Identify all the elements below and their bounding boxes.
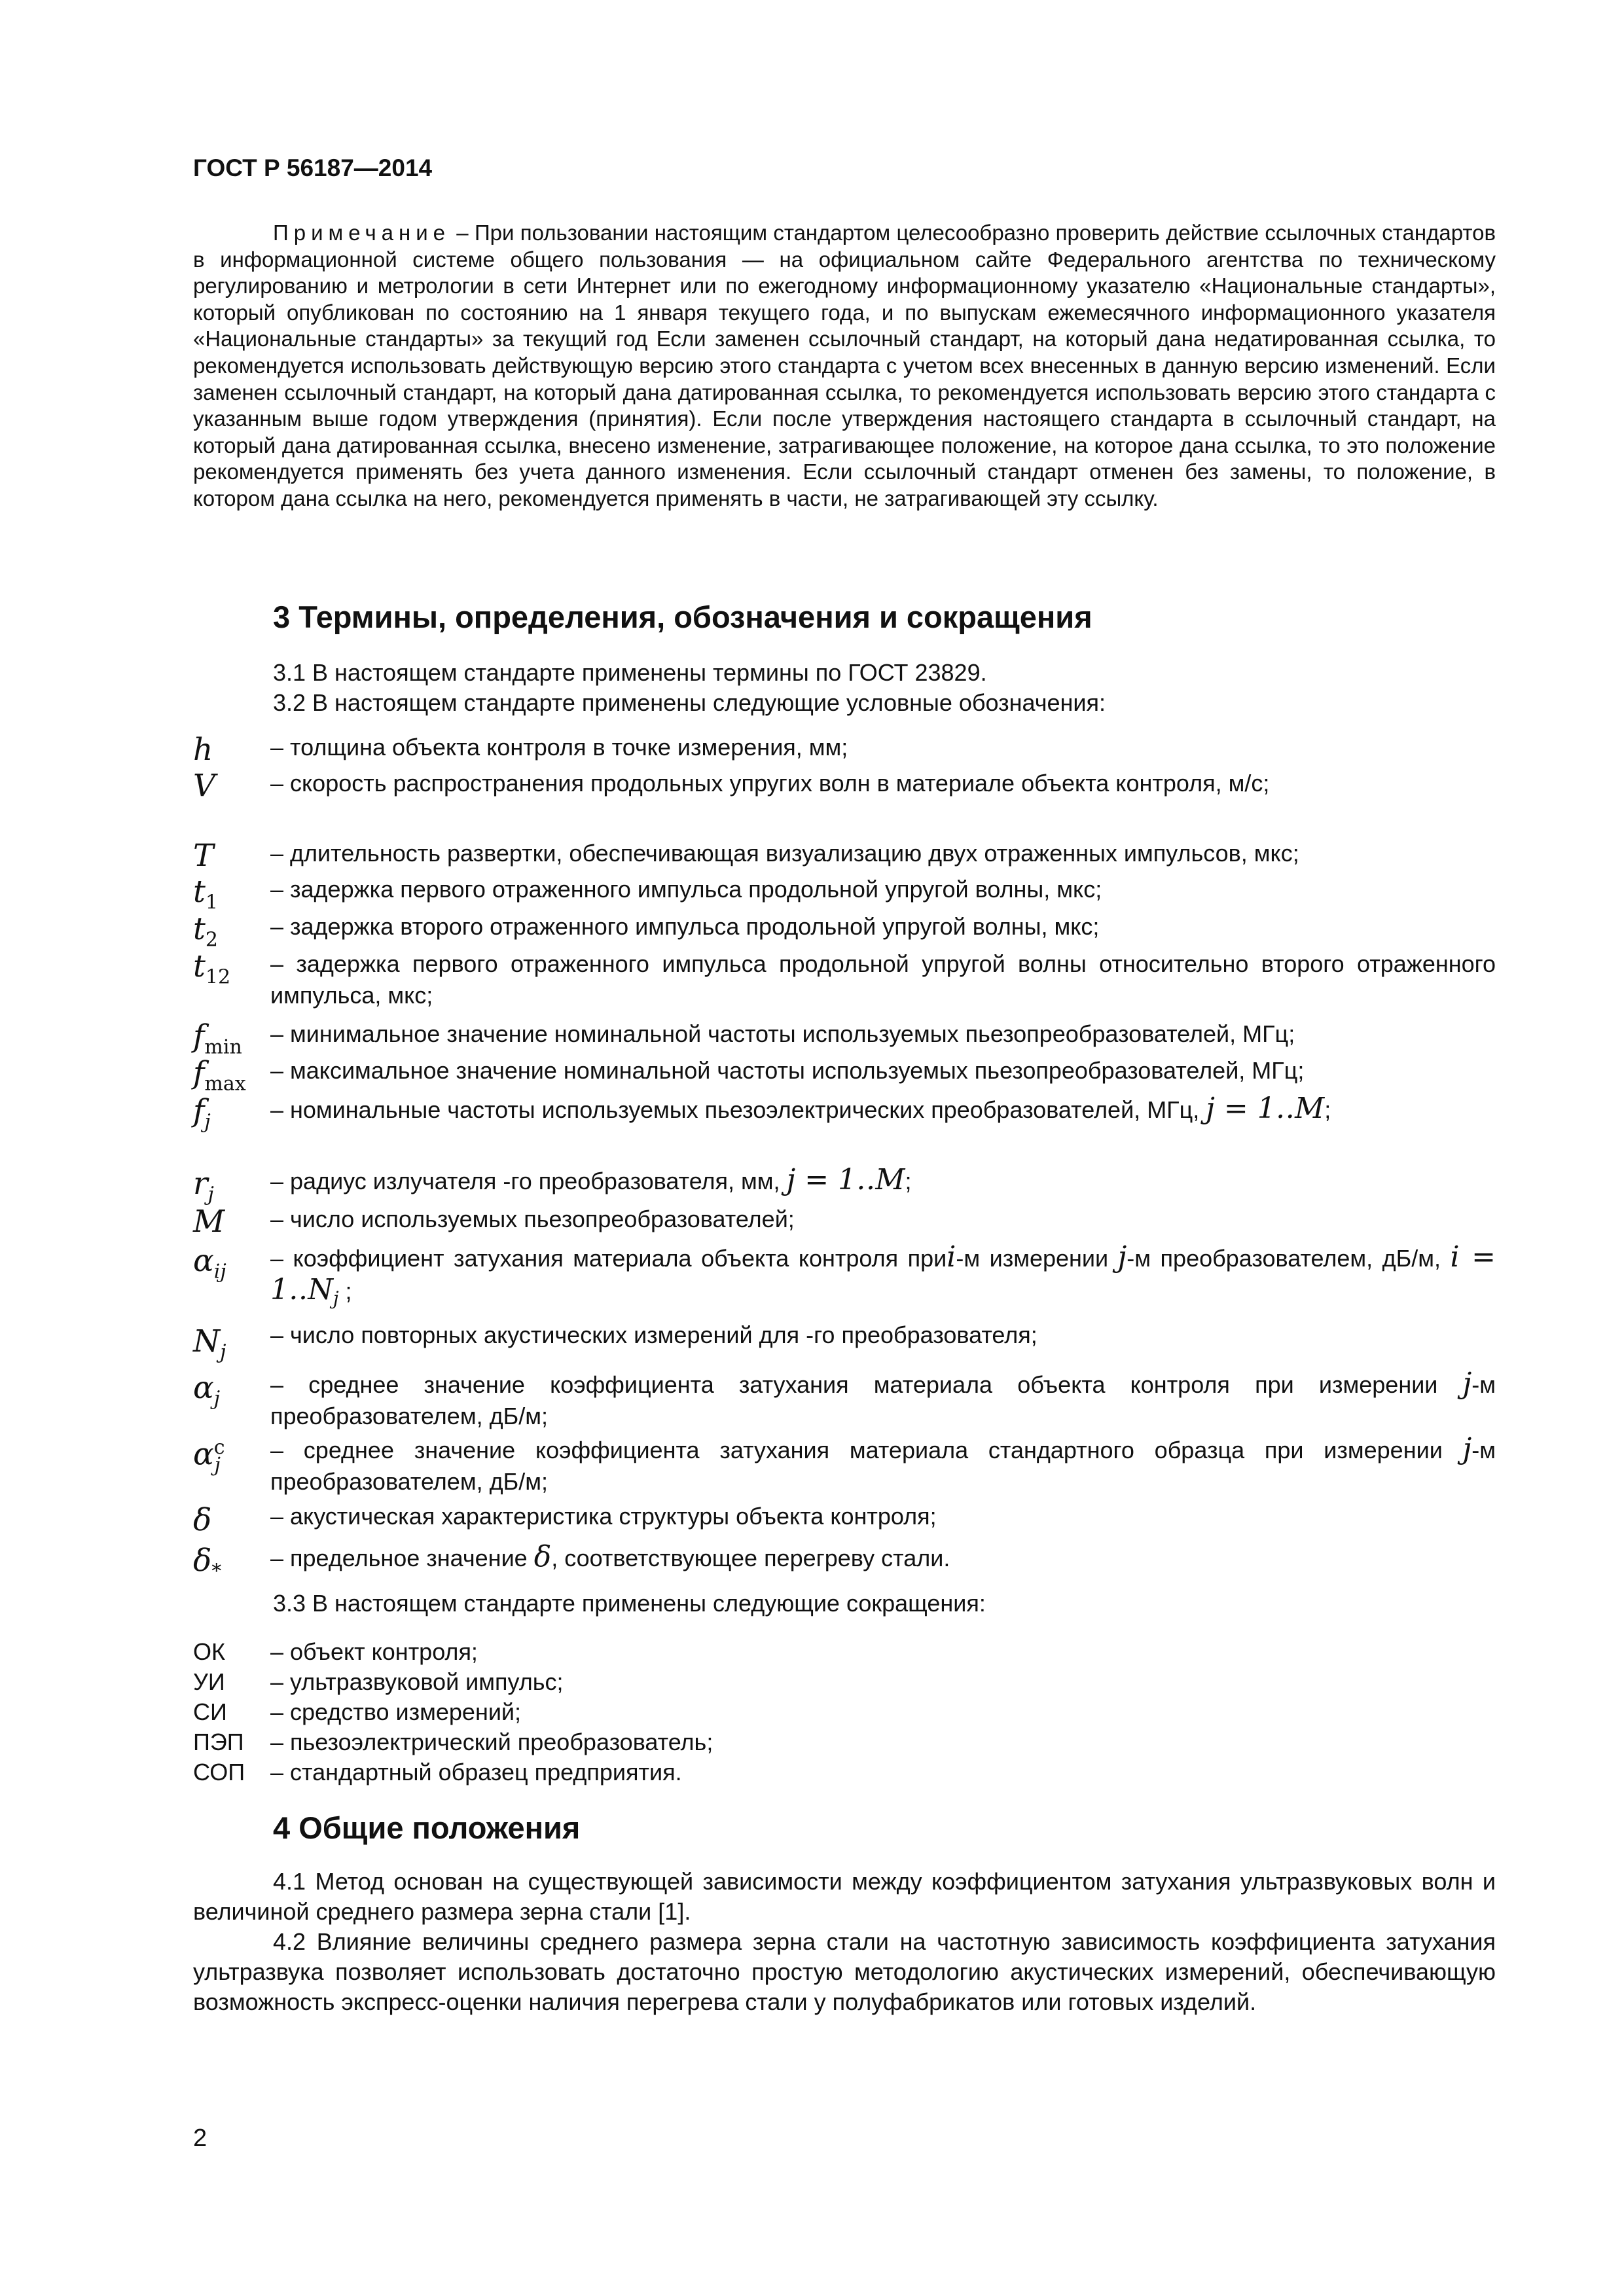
- symbol-t2: $t_2$: [193, 911, 218, 952]
- symbol-def-delta-star: – предельное значение δ, соответствующее перегреву стали.: [270, 1540, 950, 1573]
- symbol-t-cap: T: [193, 838, 214, 874]
- math-j-range: j = 1‥M: [786, 1163, 905, 1196]
- abbr-def-pep: – пьезоэлектрический преобразователь;: [270, 1729, 713, 1755]
- symbol-t1: $t_1$: [193, 874, 218, 914]
- symbol-def-t2: – задержка второго отраженного импульса продольной упругой волны, мкс;: [270, 913, 1100, 940]
- abbr-ui: УИ: [193, 1668, 225, 1695]
- symbol-nj: $N_j$: [193, 1323, 226, 1364]
- symbol-def-delta: – акустическая характеристика структуры объекта контроля;: [270, 1503, 937, 1530]
- abbr-def-sop: – стандартный образец предприятия.: [270, 1759, 682, 1785]
- symbol-rj: $r_j$: [193, 1166, 214, 1206]
- abbr-ok: ОК: [193, 1638, 225, 1665]
- symbol-v: V: [193, 768, 215, 804]
- symbol-delta: δ: [193, 1502, 212, 1538]
- symbol-alpha-j-c: $\alpha^c_j$: [193, 1436, 225, 1477]
- abbr-si: СИ: [193, 1698, 227, 1725]
- clause-3-3: 3.3 В настоящем стандарте применены следующие сокращения:: [273, 1590, 986, 1617]
- symbol-def-alpha-ij: – коэффициент затухания материала объекта контроля приi-м измерении j-м преобразователем, дБ/м, $i = 1‥N_j$ ;: [270, 1240, 1496, 1310]
- note-label: Примечание: [273, 221, 451, 245]
- math-i-range: i = 1‥N: [270, 1240, 1496, 1306]
- section-3-heading: 3 Термины, определения, обозначения и сокращения: [273, 600, 1092, 634]
- symbol-def-v: – скорость распространения продольных упругих волн в материале объекта контроля, м/с;: [270, 770, 1270, 797]
- abbr-def-si: – средство измерений;: [270, 1698, 522, 1725]
- symbol-def-t1: – задержка первого отраженного импульса продольной упругой волны, мкс;: [270, 876, 1102, 903]
- clause-3-1: 3.1 В настоящем стандарте применены термины по ГОСТ 23829.: [273, 659, 987, 686]
- document-id: ГОСТ Р 56187—2014: [193, 154, 433, 181]
- abbr-def-ui: – ультразвуковой импульс;: [270, 1668, 564, 1695]
- symbol-def-fj: – номинальные частоты используемых пьезоэлектрических преобразователей, МГц, j = 1‥M;: [270, 1092, 1331, 1125]
- symbol-def-alpha-j: – среднее значение коэффициента затухания материала объекта контроля при измерении j-м преобразователем, дБ/м;: [270, 1367, 1496, 1429]
- clause-3-2: 3.2 В настоящем стандарте применены следующие условные обозначения:: [273, 689, 1106, 716]
- note-text: – При пользовании настоящим стандартом целесообразно проверить действие ссылочных стандартов в информационной системе общего пользования — на официальном сайте Федерального агентства по техническому регулированию и метрологии в сети Интернет или по ежегодному информационному указателю «Национальные стандарты», который опубликован по состоянию на 1 января текущего года, и по выпускам ежемесячного информационного указателя «Национальные стандарты» за текущий год Если заменен ссылочный стандарт, на который дана недатированная ссылка, то рекомендуется использовать действующую версию этого стандарта с учетом всех внесенных в данную версию изменений. Если заменен ссылочный стандарт, на который дана датированная ссылка, то рекомендуется использовать версию этого стандарта с указанным выше годом утверждения (принятия). Если после утверждения настоящего стандарта в ссылочный стандарт, на который дана датированная ссылка, внесено изменение, затрагивающее положение, на которое дана ссылка, то это положение рекомендуется применять без учета данного изменения. Если ссылочный стандарт отменен без замены, то положение, в котором дана ссылка на него, рекомендуется применять в части, не затрагивающей эту ссылку.: [193, 221, 1496, 511]
- page-number: 2: [193, 2125, 208, 2152]
- abbr-pep: ПЭП: [193, 1729, 244, 1755]
- symbol-def-h: – толщина объекта контроля в точке измерения, мм;: [270, 734, 848, 761]
- abbr-sop: СОП: [193, 1759, 245, 1785]
- symbol-delta-star: $\delta_*$: [193, 1543, 222, 1583]
- symbol-alpha-ij: $\alpha_{ij}$: [193, 1243, 226, 1283]
- math-j-range: j = 1‥M: [1206, 1092, 1325, 1125]
- symbol-t12: $t_{12}$: [193, 948, 231, 989]
- symbol-def-fmax: – максимальное значение номинальной частоты используемых пьезопреобразователей, МГц;: [270, 1057, 1305, 1084]
- symbol-def-t-cap: – длительность развертки, обеспечивающая визуализацию двух отраженных импульсов, мкс;: [270, 840, 1299, 867]
- clause-4-1: 4.1 Метод основан на существующей зависимости между коэффициентом затухания ультразвуковых волн и величиной среднего размера зерна стали [1].: [193, 1868, 1496, 1925]
- symbol-def-nj: – число повторных акустических измерений для -го преобразователя;: [270, 1321, 1038, 1348]
- symbol-fmin: $f_{min}$: [193, 1018, 242, 1059]
- symbol-def-t12: – задержка первого отраженного импульса продольной упругой волны относительно второго отраженного импульса, мкс;: [270, 950, 1496, 1009]
- symbol-h: h: [193, 732, 213, 768]
- abbr-def-ok: – объект контроля;: [270, 1638, 478, 1665]
- clause-4-2: 4.2 Влияние величины среднего размера зерна стали на частотную зависимость коэффициента затухания ультразвука позволяет использовать достаточно простую методологию акустических измерений, обеспечивающую возможность экспресс-оценки наличия перегрева стали у полуфабрикатов или готовых изделий.: [193, 1928, 1496, 2015]
- symbol-fj: $f_j$: [193, 1093, 211, 1134]
- symbol-fmax: $f_{max}$: [193, 1055, 246, 1096]
- symbol-def-fmin: – минимальное значение номинальной частоты используемых пьезопреобразователей, МГц;: [270, 1020, 1295, 1047]
- symbol-alpha-j: $\alpha_j$: [193, 1370, 221, 1410]
- note-paragraph: [193, 220, 1496, 512]
- symbol-m: M: [193, 1204, 225, 1240]
- symbol-def-m: – число используемых пьезопреобразователей;: [270, 1206, 795, 1232]
- symbol-def-alpha-j-c: – среднее значение коэффициента затухания материала стандартного образца при измерении j-м преобразователем, дБ/м;: [270, 1432, 1496, 1495]
- section-4-heading: 4 Общие положения: [273, 1810, 581, 1845]
- symbol-def-rj: – радиус излучателя -го преобразователя, мм, j = 1‥M;: [270, 1163, 912, 1196]
